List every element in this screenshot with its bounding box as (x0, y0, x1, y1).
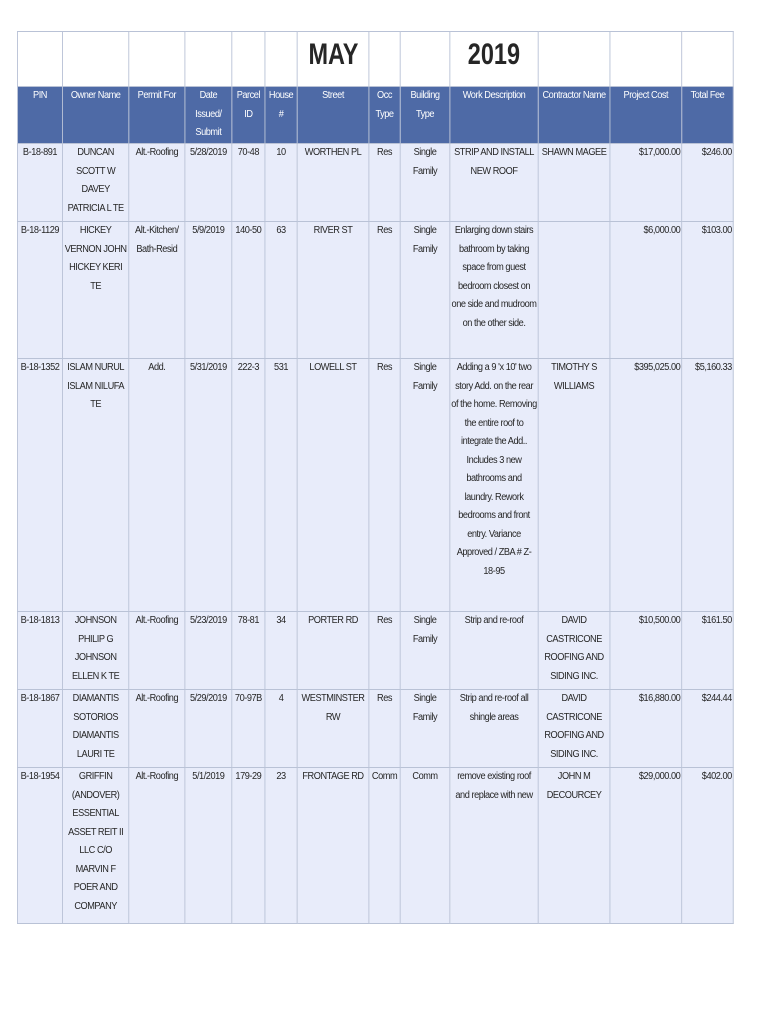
title-month: MAY (308, 38, 359, 72)
table-row (17, 612, 733, 690)
cost-cell: $29,000.00 (610, 768, 682, 924)
street-cell: PORTER RD (297, 612, 369, 690)
street-cell: RIVER ST (297, 222, 369, 359)
fee-cell: $244.44 (682, 690, 734, 768)
column-header: Work Description (450, 87, 538, 144)
contractor-cell: SHAWN MAGEE (538, 144, 610, 222)
table-row (17, 768, 733, 924)
table-row (17, 222, 733, 359)
permit-cell: Alt.-Roofing (129, 690, 185, 768)
occ-cell: Res (369, 612, 400, 690)
owner-cell: JOHNSON PHILIP G JOHNSON ELLEN K TE (63, 612, 129, 690)
pin-cell: B-18-1813 (17, 612, 62, 690)
title-row (17, 32, 733, 87)
column-header: House # (265, 87, 297, 144)
owner-cell: ISLAM NURUL ISLAM NILUFA TE (63, 359, 129, 612)
work-cell: Adding a 9 'x 10' two story Add. on the rear of the home. Removing the entire roof to integrate the Add.. Includes 3 new bathrooms and laundry. Rework bedrooms and front entry. Variance Approved / ZBA # Z-18-95 (450, 359, 538, 612)
house-cell: 531 (265, 359, 297, 612)
house-cell: 63 (265, 222, 297, 359)
building-cell: Single Family (400, 222, 450, 359)
permit-cell: Alt.-Roofing (129, 144, 185, 222)
fee-cell: $402.00 (682, 768, 734, 924)
cost-cell: $395,025.00 (610, 359, 682, 612)
column-header: Owner Name (63, 87, 129, 144)
building-cell: Comm (400, 768, 450, 924)
column-header: Permit For (129, 87, 185, 144)
date-cell: 5/23/2019 (185, 612, 232, 690)
house-cell: 23 (265, 768, 297, 924)
date-cell: 5/29/2019 (185, 690, 232, 768)
date-cell: 5/28/2019 (185, 144, 232, 222)
parcel-cell: 70-97B (232, 690, 265, 768)
fee-cell: $246.00 (682, 144, 734, 222)
pin-cell: B-18-891 (17, 144, 62, 222)
date-cell: 5/9/2019 (185, 222, 232, 359)
column-header: Street (297, 87, 369, 144)
cost-cell: $17,000.00 (610, 144, 682, 222)
owner-cell: DUNCAN SCOTT W DAVEY PATRICIA L TE (63, 144, 129, 222)
building-cell: Single Family (400, 359, 450, 612)
owner-cell: DIAMANTIS SOTORIOS DIAMANTIS LAURI TE (63, 690, 129, 768)
fee-cell: $5,160.33 (682, 359, 734, 612)
contractor-cell: DAVID CASTRICONE ROOFING AND SIDING INC. (538, 612, 610, 690)
fee-cell: $161.50 (682, 612, 734, 690)
column-header: Date Issued/ Submit (185, 87, 232, 144)
parcel-cell: 222-3 (232, 359, 265, 612)
house-cell: 10 (265, 144, 297, 222)
parcel-cell: 140-50 (232, 222, 265, 359)
occ-cell: Res (369, 359, 400, 612)
occ-cell: Res (369, 144, 400, 222)
permit-cell: Alt.-Kitchen/ Bath-Resid (129, 222, 185, 359)
cost-cell: $16,880.00 (610, 690, 682, 768)
title-month-cell (297, 32, 369, 87)
column-header: Building Type (400, 87, 450, 144)
contractor-cell: TIMOTHY S WILLIAMS (538, 359, 610, 612)
parcel-cell: 179-29 (232, 768, 265, 924)
work-cell: STRIP AND INSTALL NEW ROOF (450, 144, 538, 222)
occ-cell: Res (369, 690, 400, 768)
table-row (17, 144, 733, 222)
column-header: Occ Type (369, 87, 400, 144)
owner-cell: HICKEY VERNON JOHN HICKEY KERI TE (63, 222, 129, 359)
permit-cell: Alt.-Roofing (129, 768, 185, 924)
column-header: Total Fee (682, 87, 734, 144)
owner-cell: GRIFFIN (ANDOVER) ESSENTIAL ASSET REIT II LLC C/O MARVIN F POER AND COMPANY (63, 768, 129, 924)
work-cell: Enlarging down stairs bathroom by taking space from guest bedroom closest on one side and mudroom on the other side. (450, 222, 538, 359)
building-cell: Single Family (400, 690, 450, 768)
header-row (17, 87, 733, 144)
pin-cell: B-18-1129 (17, 222, 62, 359)
title-year: 2019 (467, 38, 521, 72)
occ-cell: Comm (369, 768, 400, 924)
street-cell: LOWELL ST (297, 359, 369, 612)
contractor-cell (538, 222, 610, 359)
fee-cell: $103.00 (682, 222, 734, 359)
occ-cell: Res (369, 222, 400, 359)
street-cell: FRONTAGE RD (297, 768, 369, 924)
table-row (17, 690, 733, 768)
pin-cell: B-18-1954 (17, 768, 62, 924)
contractor-cell: DAVID CASTRICONE ROOFING AND SIDING INC. (538, 690, 610, 768)
work-cell: Strip and re-roof all shingle areas (450, 690, 538, 768)
permits-table (17, 31, 734, 924)
work-cell: Strip and re-roof (450, 612, 538, 690)
column-header: Contractor Name (538, 87, 610, 144)
house-cell: 34 (265, 612, 297, 690)
house-cell: 4 (265, 690, 297, 768)
column-header: Project Cost (610, 87, 682, 144)
column-header: Parcel ID (232, 87, 265, 144)
column-header: PIN (17, 87, 62, 144)
street-cell: WESTMINSTER RW (297, 690, 369, 768)
cost-cell: $10,500.00 (610, 612, 682, 690)
date-cell: 5/1/2019 (185, 768, 232, 924)
building-cell: Single Family (400, 144, 450, 222)
work-cell: remove existing roof and replace with new (450, 768, 538, 924)
permit-cell: Alt.-Roofing (129, 612, 185, 690)
contractor-cell: JOHN M DECOURCEY (538, 768, 610, 924)
pin-cell: B-18-1867 (17, 690, 62, 768)
title-year-cell (450, 32, 538, 87)
building-cell: Single Family (400, 612, 450, 690)
parcel-cell: 78-81 (232, 612, 265, 690)
street-cell: WORTHEN PL (297, 144, 369, 222)
parcel-cell: 70-48 (232, 144, 265, 222)
cost-cell: $6,000.00 (610, 222, 682, 359)
table-row (17, 359, 733, 612)
pin-cell: B-18-1352 (17, 359, 62, 612)
permit-cell: Add. (129, 359, 185, 612)
date-cell: 5/31/2019 (185, 359, 232, 612)
